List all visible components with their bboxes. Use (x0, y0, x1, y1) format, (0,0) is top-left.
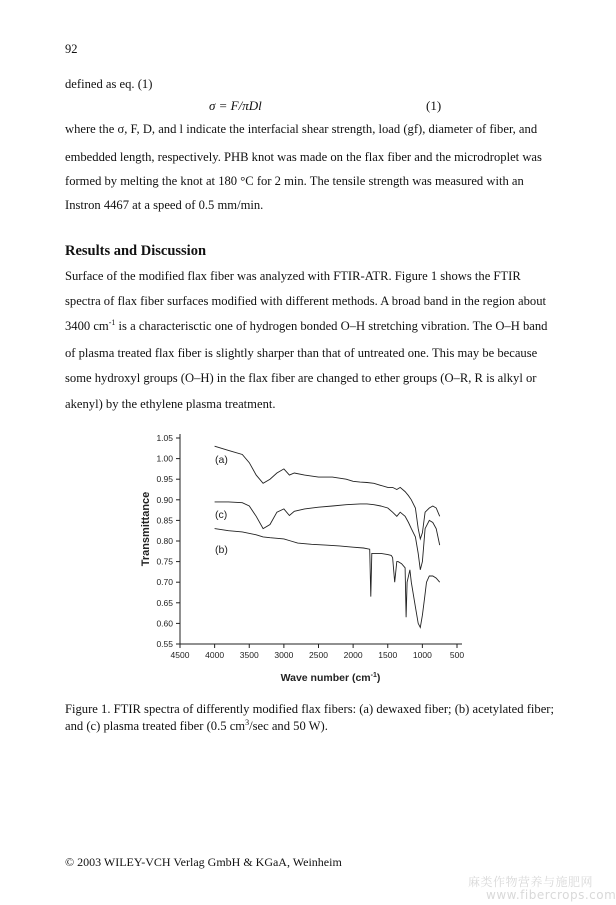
paragraph-line: spectra of flax fiber surfaces modified with different methods. A broad band in the region about (65, 294, 546, 308)
x-axis-label: Wave number $(cm^{-1})$ (280, 672, 381, 684)
y-tick-label: 0.95 (156, 474, 173, 485)
watermark-url: www.fibercrops.com (486, 888, 616, 902)
paragraph-line: formed by melting the knot at 180 °C for 2 min. The tensile strength was measured with an (65, 174, 524, 188)
section-heading: Results and Discussion (65, 243, 207, 259)
series-annotation: (c) (215, 509, 228, 521)
equation-intro: defined as eq. (1) (65, 77, 153, 91)
paragraph-line: Surface of the modified flax fiber was analyzed with FTIR-ATR. Figure 1 shows the FTIR (65, 269, 521, 283)
series-line-c (215, 502, 440, 570)
x-tick-label: 3000 (274, 650, 294, 660)
x-tick-label: 1000 (412, 650, 432, 660)
y-tick-label: 0.65 (156, 597, 173, 608)
y-tick-label: 0.70 (156, 577, 173, 588)
watermark-text: 麻类作物营养与施肥网 (468, 875, 594, 889)
paragraph-line: some hydroxyl groups (O–H) in the flax fiber are changed to ether groups (O–R, R is alkyl or (65, 371, 537, 385)
figure-caption-line: Figure 1. FTIR spectra of differently modified flax fibers: (a) dewaxed fiber; (b) acetylated fiber; (65, 702, 554, 716)
y-tick-label: 0.85 (156, 515, 173, 526)
x-tick-label: 2500 (309, 650, 328, 660)
x-tick-label: 500 (449, 650, 465, 660)
x-tick-label: 4000 (205, 650, 225, 660)
paragraph-line: where the σ, F, D, and l indicate the interfacial shear strength, load (gf), diameter of fiber, and (65, 122, 538, 136)
y-tick-label: 1.00 (156, 453, 173, 464)
paragraph-line: Instron 4467 at a speed of 0.5 mm/min. (65, 198, 264, 212)
chart-series (215, 446, 440, 627)
y-axis-label: Transmittance (140, 491, 152, 567)
y-tick-label: 0.55 (156, 639, 173, 649)
footer-copyright: © 2003 WILEY-VCH Verlag GmbH & KGaA, Weinheim (65, 855, 342, 869)
series-line-a (215, 446, 440, 539)
paragraph-line: akenyl) by the ethylene plasma treatment. (65, 397, 276, 411)
x-tick-label: 1500 (378, 650, 398, 660)
y-tick-label: 1.05 (156, 433, 173, 443)
chart-labels (140, 433, 464, 684)
x-tick-label: 2000 (343, 650, 363, 660)
paragraph-line: of plasma treated flax fiber is slightly sharper than that of untreated one. This may be because (65, 346, 538, 360)
x-tick-label: 3500 (239, 650, 259, 660)
page-number: 92 (65, 42, 78, 56)
y-tick-label: 0.60 (156, 618, 173, 629)
series-annotation: (a) (215, 454, 228, 466)
y-tick-label: 0.90 (156, 494, 173, 505)
paragraph-line: 3400 $cm^{-1}$ is a characterisctic one of hydrogen bonded O–H stretching vibration. The O–H band (65, 317, 548, 333)
y-tick-label: 0.80 (156, 536, 173, 546)
figure-caption-line: and (c) plasma treated fiber (0.5 $cm^3/\sec$ and 50 W). (65, 717, 328, 733)
x-tick-label: 4500 (170, 650, 190, 660)
equation-number: (1) (426, 98, 442, 113)
chart-axes (176, 434, 462, 648)
y-tick-label: 0.75 (156, 556, 173, 567)
series-annotation: (b) (215, 544, 228, 556)
series-line-b (215, 529, 440, 628)
paragraph-line: embedded length, respectively. PHB knot was made on the flax fiber and the microdroplet was (65, 150, 542, 164)
equation-formula: σ = F/πDl (209, 98, 262, 113)
